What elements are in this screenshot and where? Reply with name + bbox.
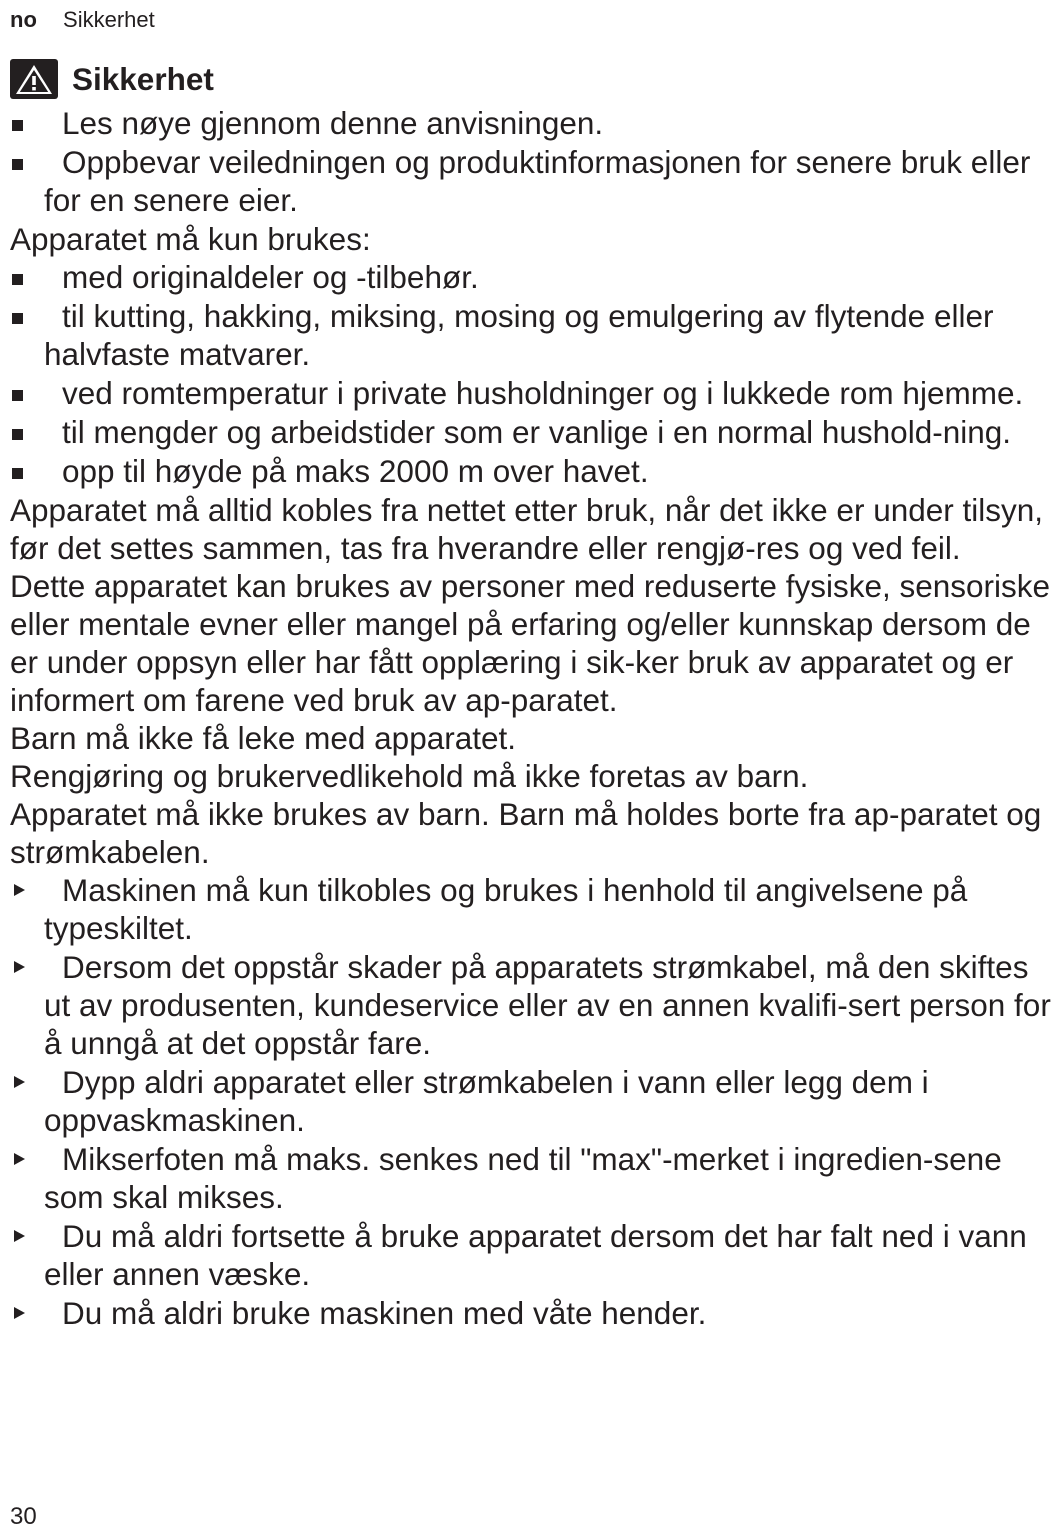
instruction-list bbox=[10, 871, 1055, 1332]
instruction-text: Mikserfoten må maks. senkes ned til "max"-merket i ingredien-sene som skal mikses. bbox=[44, 1141, 1002, 1215]
instruction-item bbox=[10, 948, 1055, 1062]
intro-list bbox=[10, 104, 1055, 219]
list-item bbox=[10, 297, 1055, 373]
list-item bbox=[10, 413, 1055, 451]
list-item-text: Oppbevar veiledningen og produktinformasjonen for senere bruk eller for en senere eier. bbox=[44, 144, 1031, 218]
list-item-text: til mengder og arbeidstider som er vanlige i en normal hushold-ning. bbox=[62, 414, 1012, 450]
list-item-text: til kutting, hakking, miksing, mosing og emulgering av flytende eller halvfaste matvarer. bbox=[44, 298, 994, 372]
instruction-text: Dersom det oppstår skader på apparatets strømkabel, må den skiftes ut av produsenten, kundeservice eller av en annen kvalifi-sert person for å unngå at det oppstår fare. bbox=[44, 949, 1051, 1061]
safety-section bbox=[10, 56, 1055, 1333]
section-title-row bbox=[10, 56, 1055, 102]
instruction-item bbox=[10, 1140, 1055, 1216]
paragraph: Dette apparatet kan brukes av personer med reduserte fysiske, sensoriske eller mentale evner eller mangel på erfaring og/eller kunnskap dersom de er under oppsyn eller har fått opplæring i sik-ker bruk av apparatet og er informert om farene ved bruk av ap-paratet. bbox=[10, 568, 1051, 718]
instruction-item bbox=[10, 1294, 1055, 1332]
list-item bbox=[10, 374, 1055, 412]
instruction-text: Du må aldri fortsette å bruke apparatet dersom det har falt ned i vann eller annen væske. bbox=[44, 1218, 1027, 1292]
list-item-text: Les nøye gjennom denne anvisningen. bbox=[62, 105, 604, 141]
instruction-text: Dypp aldri apparatet eller strømkabelen i vann eller legg dem i oppvaskmaskinen. bbox=[44, 1064, 929, 1138]
language-code: no bbox=[10, 7, 37, 32]
list-item-text: med originaldeler og -tilbehør. bbox=[62, 259, 479, 295]
header-section-name: Sikkerhet bbox=[63, 7, 155, 32]
list-item-text: opp til høyde på maks 2000 m over havet. bbox=[62, 453, 649, 489]
usage-list bbox=[10, 258, 1055, 490]
paragraph: Rengjøring og brukervedlikehold må ikke foretas av barn. bbox=[10, 758, 809, 794]
list-item-text: ved romtemperatur i private husholdninger og i lukkede rom hjemme. bbox=[62, 375, 1024, 411]
instruction-item bbox=[10, 871, 1055, 947]
warning-icon bbox=[10, 59, 58, 99]
section-title: Sikkerhet bbox=[72, 61, 214, 97]
list-item bbox=[10, 258, 1055, 296]
page-number: 30 bbox=[10, 1503, 37, 1530]
list-item bbox=[10, 104, 1055, 142]
list-item bbox=[10, 143, 1055, 219]
instruction-item bbox=[10, 1217, 1055, 1293]
list-item bbox=[10, 452, 1055, 490]
instruction-text: Du må aldri bruke maskinen med våte hender. bbox=[62, 1295, 707, 1331]
paragraph: Apparatet må ikke brukes av barn. Barn må holdes borte fra ap-paratet og strømkabelen. bbox=[10, 796, 1042, 870]
instruction-text: Maskinen må kun tilkobles og brukes i henhold til angivelsene på typeskiltet. bbox=[44, 872, 968, 946]
usage-heading: Apparatet må kun brukes: bbox=[10, 221, 371, 257]
instruction-item bbox=[10, 1063, 1055, 1139]
page-header bbox=[10, 4, 155, 36]
paragraph: Apparatet må alltid kobles fra nettet etter bruk, når det ikke er under tilsyn, før det settes sammen, tas fra hverandre eller rengjø-res og ved feil. bbox=[10, 492, 1044, 566]
paragraph: Barn må ikke få leke med apparatet. bbox=[10, 720, 517, 756]
